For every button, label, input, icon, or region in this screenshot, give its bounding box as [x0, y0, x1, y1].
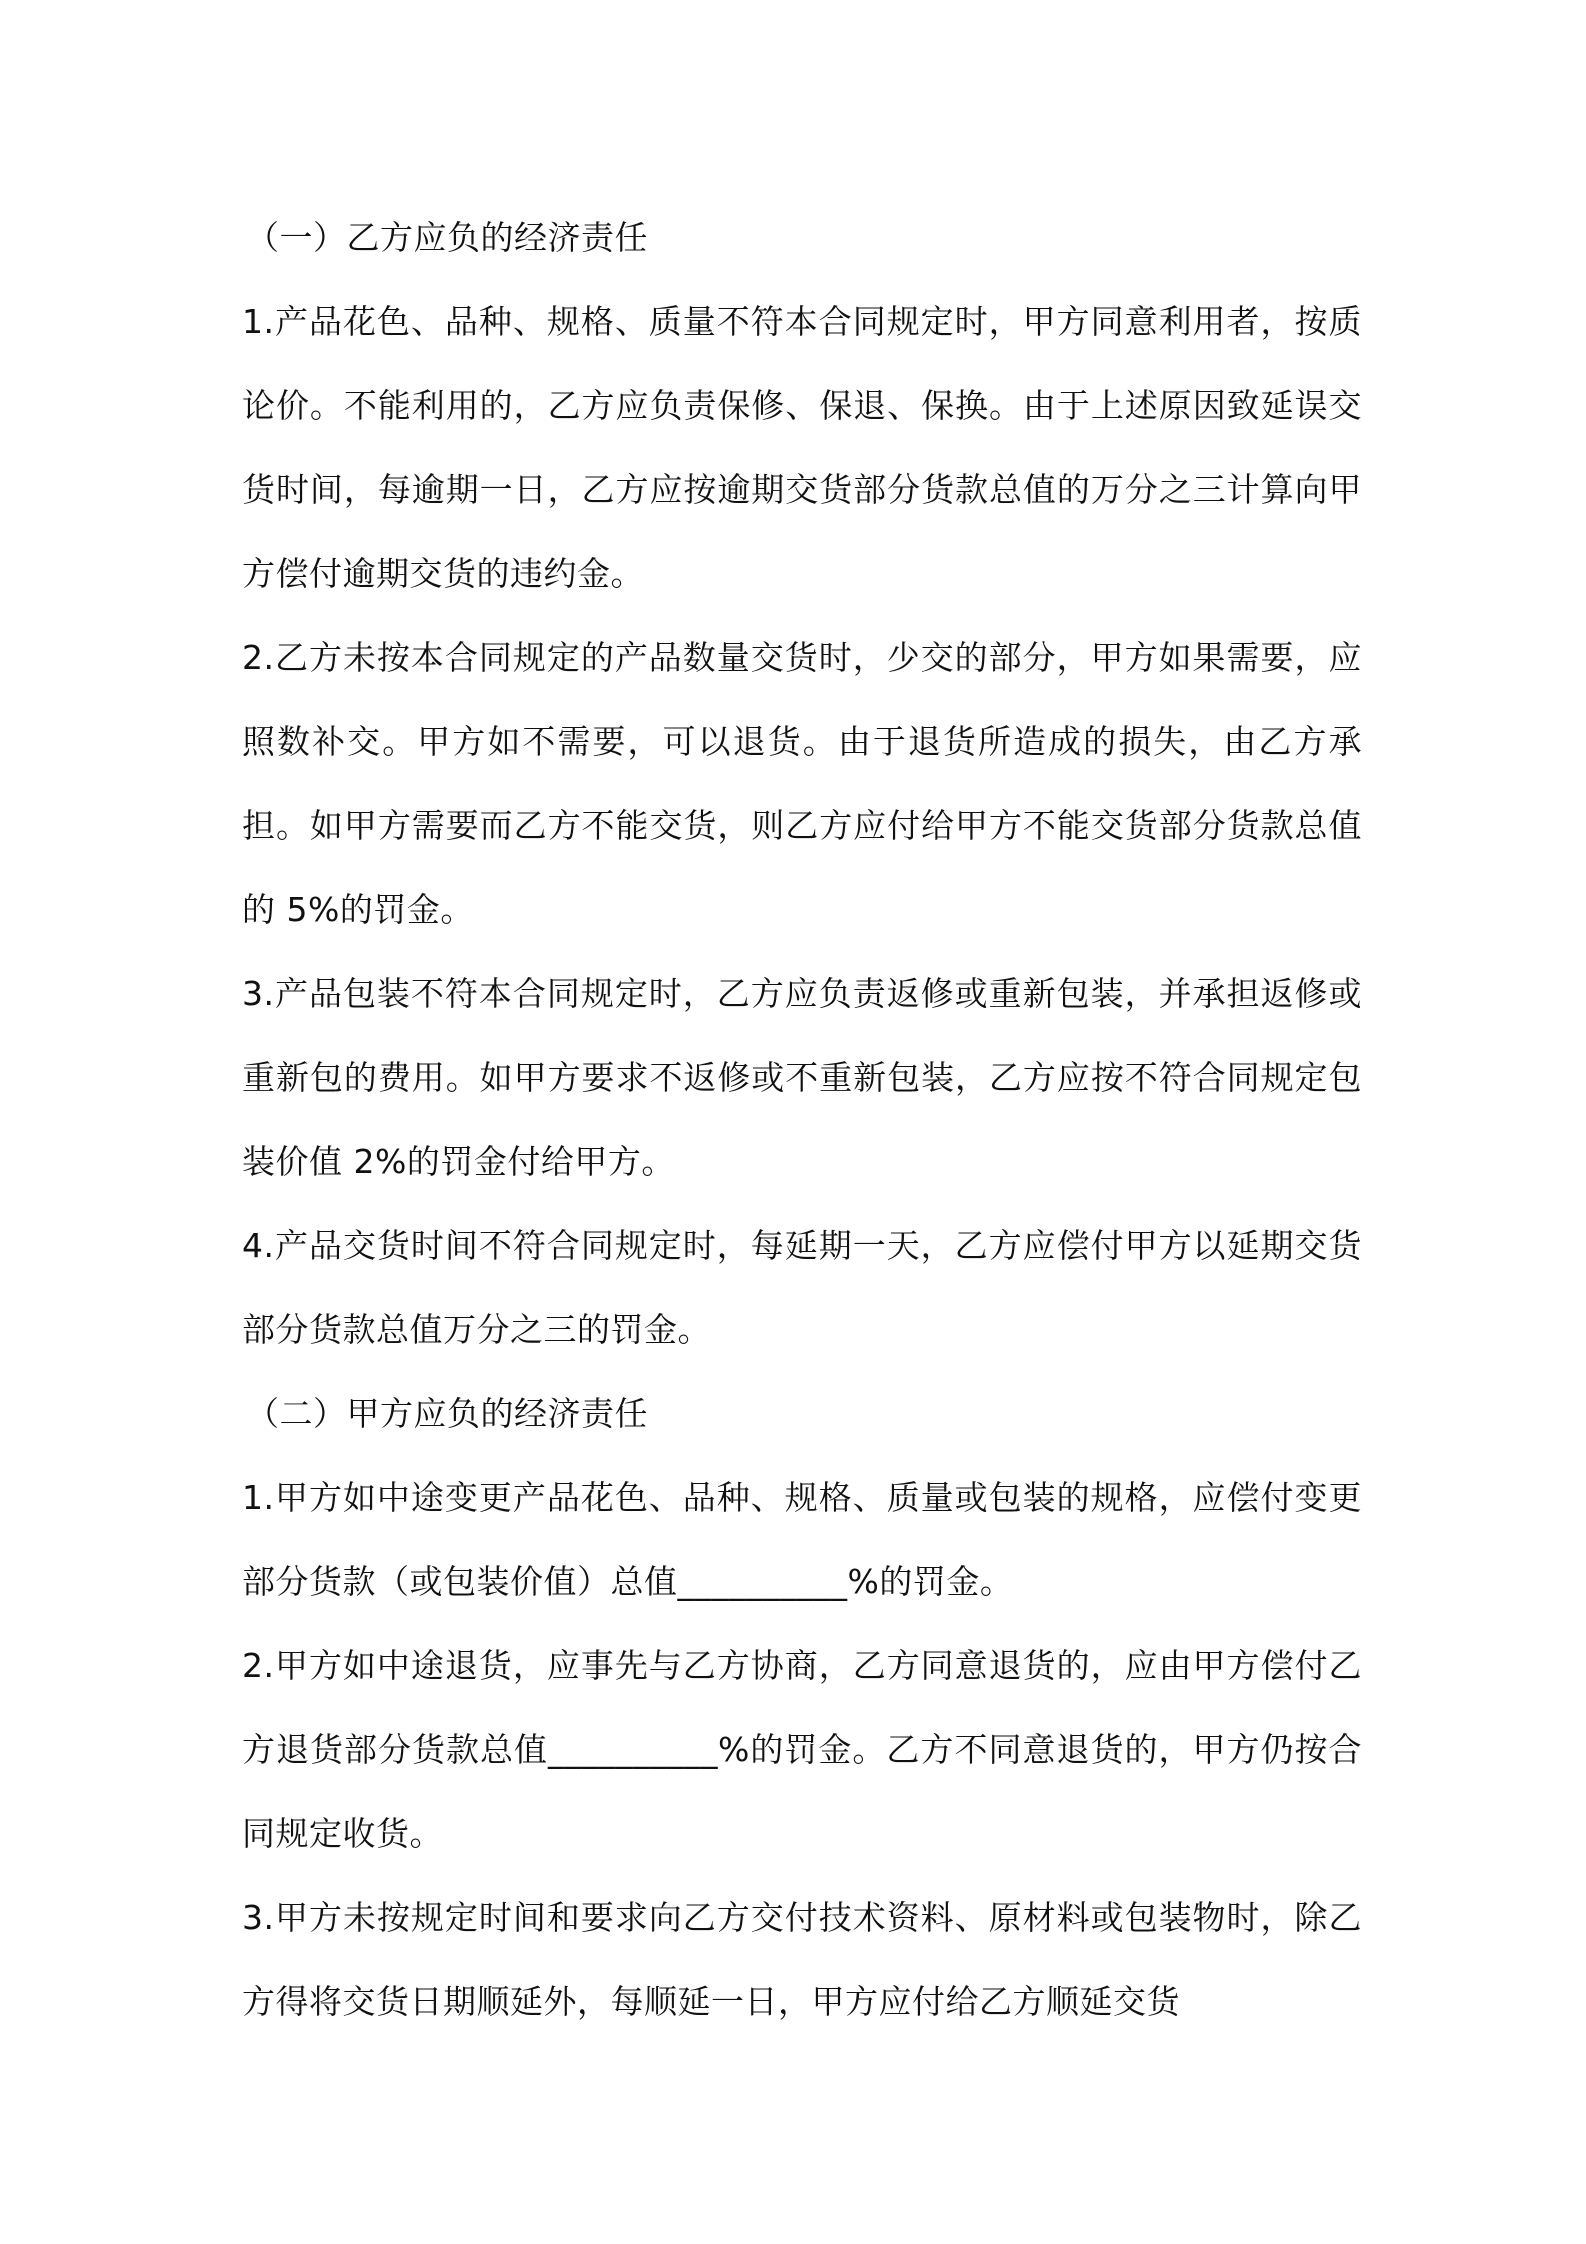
clause-b-4: 4.产品交货时间不符合同规定时，每延期一天，乙方应偿付甲方以延期交货部分货款总值万分之三的罚金。	[242, 1226, 1362, 1349]
clause-b-3: 3.产品包装不符本合同规定时，乙方应负责返修或重新包装，并承担返修或重新包的费用。如甲方要求不返修或不重新包装，乙方应按不符合同规定包装价值 2%的罚金付给甲方。	[242, 974, 1362, 1181]
clause-a-1: 1.甲方如中途变更产品花色、品种、规格、质量或包装的规格，应偿付变更部分货款（或包装价值）总值__________%的罚金。	[242, 1478, 1362, 1601]
section-heading-party-b: （一）乙方应负的经济责任	[246, 218, 648, 257]
clause-b-2: 2.乙方未按本合同规定的产品数量交货时，少交的部分，甲方如果需要，应照数补交。甲方如不需要，可以退货。由于退货所造成的损失，由乙方承担。如甲方需要而乙方不能交货，则乙方应付给甲方不能交货部分货款总值的 5%的罚金。	[242, 638, 1362, 929]
clause-b-1: 1.产品花色、品种、规格、质量不符本合同规定时，甲方同意利用者，按质论价。不能利用的，乙方应负责保修、保退、保换。由于上述原因致延误交货时间，每逾期一日，乙方应按逾期交货部分货款总值的万分之三计算向甲方偿付逾期交货的违约金。	[242, 302, 1362, 593]
document-body	[242, 196, 1362, 2044]
clause-a-3: 3.甲方未按规定时间和要求向乙方交付技术资料、原材料或包装物时，除乙方得将交货日期顺延外，每顺延一日，甲方应付给乙方顺延交货	[242, 1898, 1362, 2021]
section-heading-party-a: （二）甲方应负的经济责任	[246, 1394, 648, 1433]
clause-a-2: 2.甲方如中途退货，应事先与乙方协商，乙方同意退货的，应由甲方偿付乙方退货部分货款总值__________%的罚金。乙方不同意退货的，甲方仍按合同规定收货。	[242, 1646, 1362, 1853]
